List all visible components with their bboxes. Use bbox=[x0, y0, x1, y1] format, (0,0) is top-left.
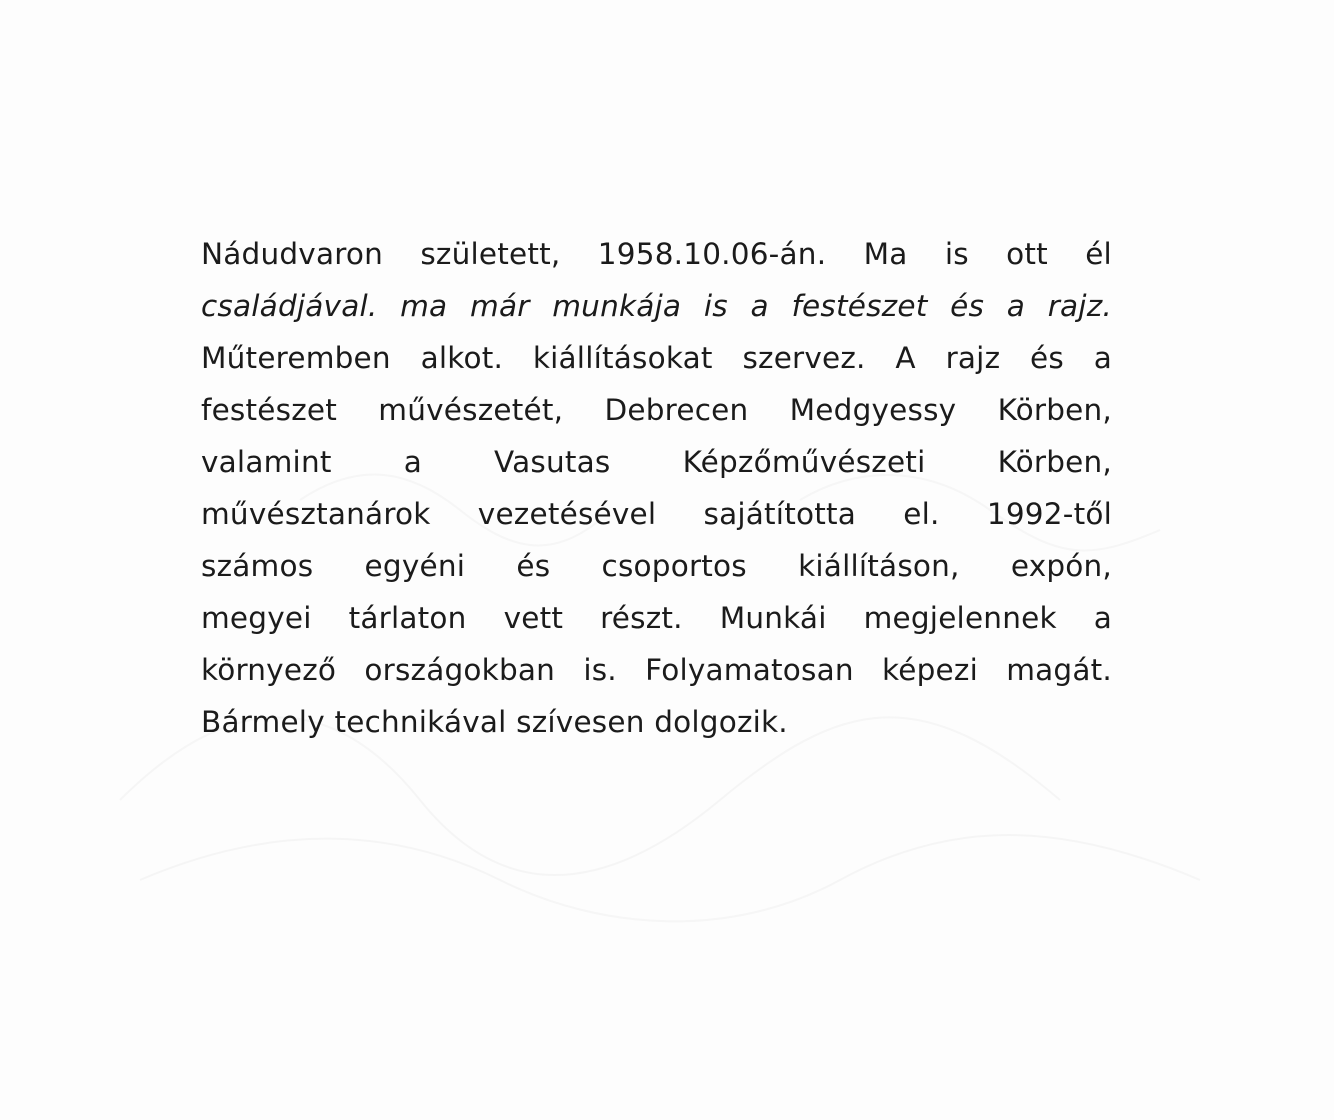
word: országokban bbox=[364, 653, 556, 687]
word: kiállításokat bbox=[532, 341, 713, 375]
word: Műteremben bbox=[201, 341, 391, 375]
word: a bbox=[750, 289, 769, 323]
word: megyei bbox=[201, 601, 312, 635]
text-line bbox=[201, 228, 1112, 280]
word: Körben, bbox=[997, 445, 1112, 479]
word: Debrecen bbox=[604, 393, 749, 427]
word: festészet bbox=[201, 393, 337, 427]
word: környező bbox=[201, 653, 337, 687]
text-line bbox=[201, 488, 1112, 540]
word: a bbox=[1006, 289, 1026, 323]
text-line bbox=[201, 696, 1112, 748]
text-line bbox=[201, 592, 1112, 644]
word: és bbox=[950, 289, 985, 323]
word: tárlaton bbox=[348, 601, 467, 635]
word: Ma bbox=[863, 237, 908, 271]
word: és bbox=[516, 549, 551, 583]
word: is bbox=[944, 237, 969, 271]
word: valamint bbox=[201, 445, 332, 479]
text-line bbox=[201, 332, 1112, 384]
word: egyéni bbox=[364, 549, 466, 583]
word: ma bbox=[400, 289, 448, 323]
word: Nádudvaron bbox=[201, 237, 384, 271]
word: is. bbox=[583, 653, 617, 687]
text-line bbox=[201, 384, 1112, 436]
word: képezi bbox=[882, 653, 978, 687]
word: és bbox=[1030, 341, 1064, 375]
word: 1992-től bbox=[986, 497, 1112, 531]
text-line bbox=[201, 540, 1112, 592]
word: ott bbox=[1006, 237, 1048, 271]
word: megjelennek bbox=[863, 601, 1057, 635]
word: vezetésével bbox=[477, 497, 657, 531]
word: vett bbox=[503, 601, 564, 635]
word: részt. bbox=[600, 601, 683, 635]
word: is bbox=[703, 289, 728, 323]
text-line bbox=[201, 644, 1112, 696]
word: Bármely bbox=[201, 705, 325, 739]
biography-text bbox=[201, 228, 1112, 748]
word: technikával bbox=[334, 705, 507, 739]
word: alkot. bbox=[420, 341, 504, 375]
text-line bbox=[201, 280, 1112, 332]
word: Folyamatosan bbox=[645, 653, 854, 687]
word: már bbox=[470, 289, 530, 323]
word: Medgyessy bbox=[789, 393, 957, 427]
word: kiállításon, bbox=[798, 549, 960, 583]
word: a bbox=[1093, 341, 1112, 375]
word: művésztanárok bbox=[201, 497, 431, 531]
word: rajz bbox=[945, 341, 1001, 375]
word: a bbox=[1093, 601, 1112, 635]
word: festészet bbox=[791, 289, 928, 323]
word: Körben, bbox=[997, 393, 1112, 427]
word: expón, bbox=[1010, 549, 1112, 583]
word: csoportos bbox=[601, 549, 747, 583]
word: szervez. bbox=[742, 341, 866, 375]
word: A bbox=[895, 341, 916, 375]
word: született, bbox=[420, 237, 561, 271]
word: számos bbox=[201, 549, 314, 583]
word: dolgozik. bbox=[654, 705, 788, 739]
word: a bbox=[403, 445, 422, 479]
word: művészetét, bbox=[378, 393, 564, 427]
word: családjával. bbox=[201, 289, 378, 323]
word: Munkái bbox=[719, 601, 827, 635]
word: sajátította bbox=[703, 497, 857, 531]
word: Vasutas bbox=[494, 445, 611, 479]
text-line bbox=[201, 436, 1112, 488]
word: el. bbox=[903, 497, 940, 531]
word: rajz. bbox=[1047, 289, 1112, 323]
word: munkája bbox=[552, 289, 682, 323]
word: él bbox=[1085, 237, 1112, 271]
word: szívesen bbox=[516, 705, 645, 739]
word: magát. bbox=[1006, 653, 1112, 687]
word: Képzőművészeti bbox=[682, 445, 926, 479]
word: 1958.10.06-án. bbox=[597, 237, 827, 271]
